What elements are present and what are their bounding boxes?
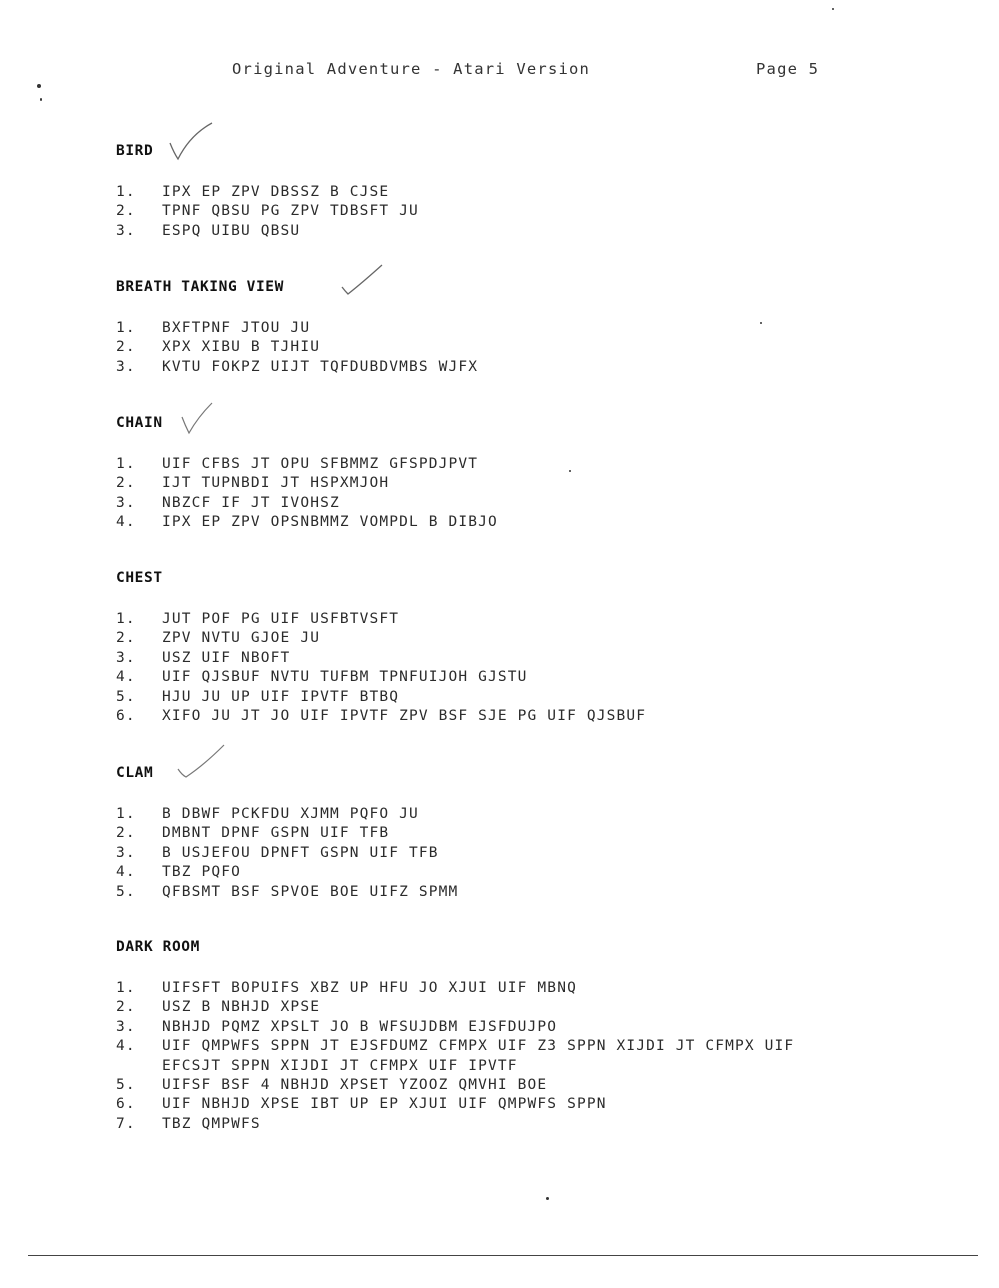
bottom-rule xyxy=(28,1255,978,1257)
scan-speck xyxy=(546,1197,549,1200)
list-item: 3. KVTU FOKPZ UIJT TQFDUBDVMBS WJFX xyxy=(116,358,479,375)
list-item: 1. JUT POF PG UIF USFBTVSFT xyxy=(116,611,400,627)
list-item: 3. USZ UIF NBOFT xyxy=(116,649,291,666)
section-chain xyxy=(116,412,976,533)
scan-speck xyxy=(569,470,571,472)
list-item: 2. USZ B NBHJD XPSE xyxy=(116,999,321,1016)
section-chest xyxy=(116,567,976,726)
list-item: 3. B USJEFOU DPNFT GSPN UIF TFB xyxy=(116,844,439,861)
list-item: 4. IPX EP ZPV OPSNBMMZ VOMPDL B DIBJO xyxy=(116,514,498,531)
list-item: 4. UIF QMPWFS SPPN JT EJSFDUMZ CFMPX UIF Z3 SPPN XIJDI JT CFMPX UIF xyxy=(116,1038,795,1055)
list-item: 6. UIF NBHJD XPSE IBT UP EP XJUI UIF QMPWFS SPPN xyxy=(116,1096,607,1113)
check-mark-icon xyxy=(168,119,228,163)
list-item: 3. NBZCF IF JT IVOHSZ xyxy=(116,494,340,511)
list-item: 1. B DBWF PCKFDU XJMM PQFO JU xyxy=(116,806,419,822)
list-item: 2. IJT TUPNBDI JT HSPXMJOH xyxy=(116,475,390,492)
list-item: 1. BXFTPNF JTOU JU xyxy=(116,320,311,336)
list-item: 3. NBHJD PQMZ XPSLT JO B WFSUJDBM EJSFDUJPO xyxy=(116,1018,558,1035)
hint-list xyxy=(116,319,976,377)
check-mark-icon xyxy=(180,399,240,443)
list-item: 5. HJU JU UP UIF IPVTF BTBQ xyxy=(116,688,400,705)
section-bird xyxy=(116,140,976,241)
scan-speck xyxy=(40,98,42,101)
check-mark-icon xyxy=(174,741,234,785)
hint-list xyxy=(116,183,976,241)
section-title: DARK ROOM xyxy=(116,939,200,955)
hint-list xyxy=(116,455,976,533)
scan-speck xyxy=(760,322,762,324)
list-item: 1. UIF CFBS JT OPU SFBMMZ GFSPDJPVT xyxy=(116,456,479,472)
list-item-continuation: EFCSJT SPPN XIJDI JT CFMPX UIF IPVTF xyxy=(162,1057,518,1074)
list-item: 2. DMBNT DPNF GSPN UIF TFB xyxy=(116,825,390,842)
list-item: 7. TBZ QMPWFS xyxy=(116,1115,261,1132)
list-item: 2. ZPV NVTU GJOE JU xyxy=(116,630,321,647)
section-clam xyxy=(116,762,976,902)
header-title: Original Adventure - Atari Version xyxy=(232,60,591,78)
list-item: 5. QFBSMT BSF SPVOE BOE UIFZ SPMM xyxy=(116,883,459,900)
list-item: 5. UIFSF BSF 4 NBHJD XPSET YZOOZ QMVHI BOE xyxy=(116,1076,548,1093)
list-item: 3. ESPQ UIBU QBSU xyxy=(116,222,301,239)
scan-speck xyxy=(37,84,41,88)
section-title: BIRD xyxy=(116,141,153,161)
list-item: 6. XIFO JU JT JO UIF IPVTF ZPV BSF SJE PG UIF QJSBUF xyxy=(116,707,647,724)
list-item: 4. UIF QJSBUF NVTU TUFBM TPNFUIJOH GJSTU xyxy=(116,669,528,686)
section-title: CLAM xyxy=(116,763,153,783)
section-title: CHEST xyxy=(116,570,163,586)
check-mark-icon xyxy=(340,261,400,305)
hint-list xyxy=(116,805,976,902)
section-title: CHAIN xyxy=(116,413,163,433)
hint-list xyxy=(116,610,976,726)
section-dark-room xyxy=(116,936,976,1134)
list-item: 1. UIFSFT BOPUIFS XBZ UP HFU JO XJUI UIF MBNQ xyxy=(116,980,577,996)
hint-list xyxy=(116,979,976,1134)
section-breath-taking-view xyxy=(116,276,976,377)
list-item: 2. TPNF QBSU PG ZPV TDBSFT JU xyxy=(116,203,419,220)
section-title: BREATH TAKING VIEW xyxy=(116,277,284,297)
list-item: 4. TBZ PQFO xyxy=(116,864,242,881)
header-page-number: Page 5 xyxy=(756,60,820,78)
scan-speck xyxy=(832,8,834,10)
list-item: 2. XPX XIBU B TJHIU xyxy=(116,339,321,356)
list-item: 1. IPX EP ZPV DBSSZ B CJSE xyxy=(116,184,390,200)
